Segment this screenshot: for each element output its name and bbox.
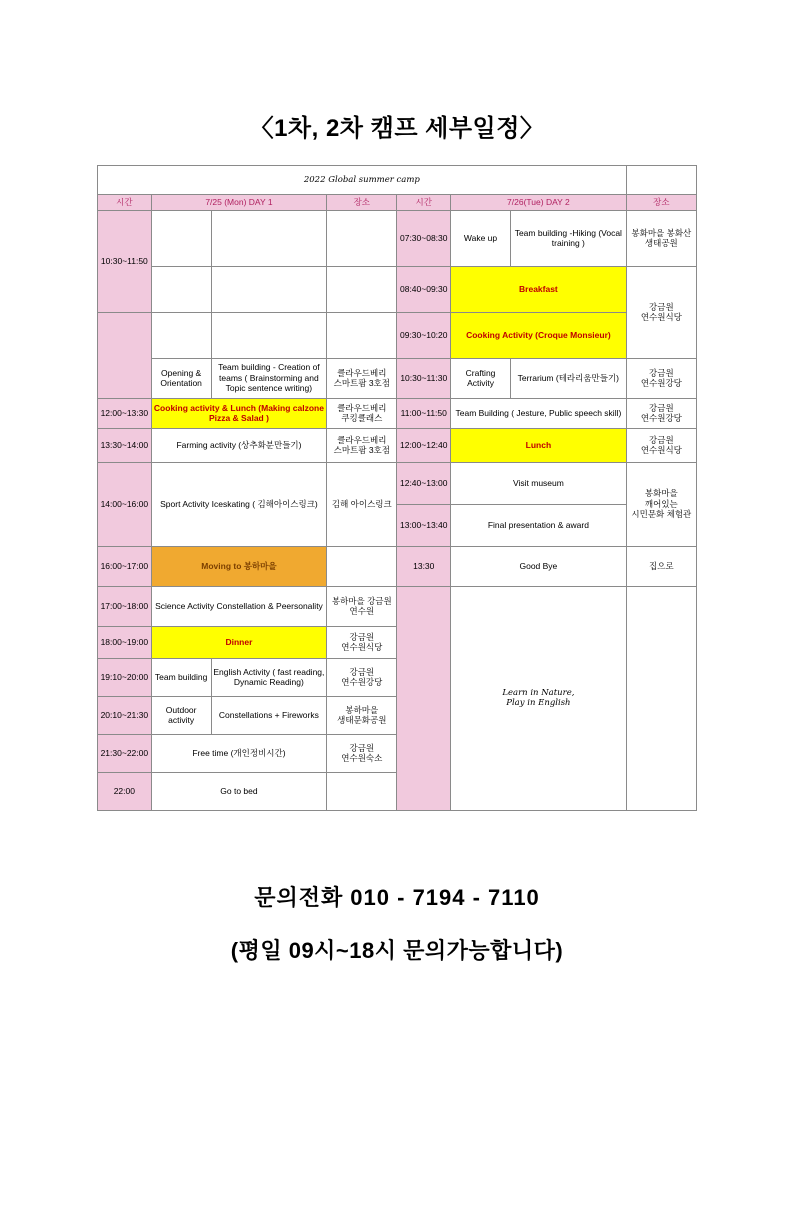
day1-activity-4: Moving to 봉하마을 [151,546,327,586]
day2-place-0: 봉화마을 봉화산 생태공원 [626,210,696,266]
day1-time-6: 18:00~19:00 [98,626,152,658]
day2-time-8: 13:30 [397,546,451,586]
day2-place-6: 봉화마을 깨어있는 시민문화 체험관 [626,462,696,546]
day2-activity-1: Breakfast [451,266,627,312]
day1-spacer-place3 [327,312,397,358]
day1-time-3: 14:00~16:00 [98,462,152,546]
day1-activity-7b: English Activity ( fast reading, Dynamic Reading) [211,658,327,696]
day1-activity-5: Science Activity Constellation & Peersonality [151,586,327,626]
day2-time-3: 10:30~11:30 [397,358,451,398]
day2-activity-3a: Crafting Activity [451,358,511,398]
day1-spacer-b2 [211,266,327,312]
day2-place-5: 강금원 연수원식당 [626,428,696,462]
header-time-left: 시간 [98,195,152,211]
day1-time-2: 13:30~14:00 [98,428,152,462]
table-row-header [98,195,697,211]
day1-time-0: 10:30~11:50 [98,210,152,312]
day1-spacer-a [151,210,211,266]
motto-line-2: Play in English [506,698,571,709]
day1-place-8: 봉하마을 생태문화공원 [327,696,397,734]
day1-time-9: 21:30~22:00 [98,734,152,772]
table-row [98,462,697,504]
day1-spacer-place2 [327,266,397,312]
day1-time-0-cont [98,312,152,398]
day2-activity-0a: Wake up [451,210,511,266]
schedule-table [97,165,697,811]
header-place-left: 장소 [327,195,397,211]
day1-spacer-b3 [211,312,327,358]
day1-activity-3: Sport Activity Iceskating ( 김해아이스링크) [151,462,327,546]
page-title: 〈1차, 2차 캠프 세부일정〉 [249,115,545,142]
day2-motto [451,586,627,810]
day2-motto-right-strip [626,586,696,810]
day1-time-5: 17:00~18:00 [98,586,152,626]
day2-time-4: 11:00~11:50 [397,398,451,428]
day2-time-7: 13:00~13:40 [397,504,451,546]
day1-place-2: 클라우드베리 스마트팜 3호점 [327,428,397,462]
day2-place-3: 강금원 연수원강당 [626,358,696,398]
header-day1: 7/25 (Mon) DAY 1 [151,195,327,211]
day1-place-10 [327,772,397,810]
day1-spacer-a2 [151,266,211,312]
day1-place-3: 김해 아이스링크 [327,462,397,546]
day2-activity-2: Cooking Activity (Croque Monsieur) [451,312,627,358]
contact-phone: 문의전화 010 - 7194 - 7110 [254,884,540,910]
day1-activity-6: Dinner [151,626,327,658]
day1-place-5: 봉하마을 강금원 연수원 [327,586,397,626]
day1-activity-0a: Opening & Orientation [151,358,211,398]
header-day2: 7/26(Tue) DAY 2 [451,195,627,211]
day1-spacer-a3 [151,312,211,358]
day2-activity-6: Visit museum [451,462,627,504]
table-row [98,546,697,586]
day1-activity-9: Free time (개인정비시간) [151,734,327,772]
day1-place-6: 강금원 연수원식당 [327,626,397,658]
banner-empty-cell [626,166,696,195]
day2-time-6: 12:40~13:00 [397,462,451,504]
table-row [98,266,697,312]
day2-activity-4: Team Building ( Jesture, Public speech skill) [451,398,627,428]
day1-activity-0b: Team building - Creation of teams ( Brainstorming and Topic sentence writing) [211,358,327,398]
day1-time-1: 12:00~13:30 [98,398,152,428]
day1-place-9: 강금원 연수원숙소 [327,734,397,772]
table-row [98,210,697,266]
day1-activity-7a: Team building [151,658,211,696]
day1-activity-10: Go to bed [151,772,327,810]
banner-title: 2022 Global summer camp [98,166,627,195]
table-row [98,358,697,398]
table-row [98,398,697,428]
day1-time-7: 19:10~20:00 [98,658,152,696]
day2-activity-3b: Terrarium (테라리움만들기) [510,358,626,398]
day2-time-0: 07:30~08:30 [397,210,451,266]
day1-place-1: 클라우드베리 쿠킹클래스 [327,398,397,428]
day1-place-0: 클라우드베리 스마트팜 3호점 [327,358,397,398]
day2-place-1: 강금원 연수원식당 [626,266,696,358]
day1-place-4 [327,546,397,586]
day2-activity-7: Final presentation & award [451,504,627,546]
day1-time-10: 22:00 [98,772,152,810]
header-place-right: 장소 [626,195,696,211]
table-row [98,428,697,462]
day2-activity-5: Lunch [451,428,627,462]
footer [0,881,794,965]
day2-time-5: 12:00~12:40 [397,428,451,462]
day2-time-2: 09:30~10:20 [397,312,451,358]
contact-hours: (평일 09시~18시 문의가능합니다) [230,937,564,963]
day1-activity-1: Cooking activity & Lunch (Making calzone Pizza & Salad ) [151,398,327,428]
day1-activity-8b: Constellations + Fireworks [211,696,327,734]
day1-time-4: 16:00~17:00 [98,546,152,586]
table-row [98,586,697,626]
motto-line-1: Learn in Nature, [502,687,575,698]
schedule-table-container [97,165,697,811]
day1-activity-8a: Outdoor activity [151,696,211,734]
day2-place-8: 집으로 [626,546,696,586]
day2-activity-0b: Team building -Hiking (Vocal training ) [510,210,626,266]
day1-spacer-place [327,210,397,266]
day2-place-4: 강금원 연수원강당 [626,398,696,428]
day2-activity-8: Good Bye [451,546,627,586]
header-time-right: 시간 [397,195,451,211]
day1-place-7: 강금원 연수원강당 [327,658,397,696]
day2-motto-left-strip [397,586,451,810]
day1-time-8: 20:10~21:30 [98,696,152,734]
table-row-banner [98,166,697,195]
day2-time-1: 08:40~09:30 [397,266,451,312]
day1-activity-2: Farming activity (상추화분만들기) [151,428,327,462]
table-row [98,312,697,358]
day1-spacer-b [211,210,327,266]
